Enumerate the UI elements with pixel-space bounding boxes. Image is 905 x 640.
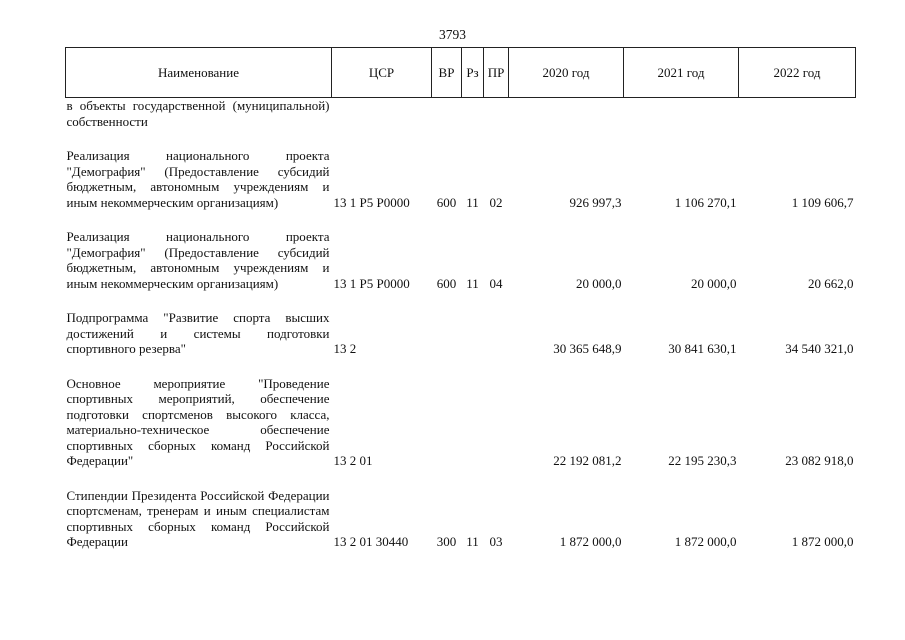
row-2020 — [509, 98, 624, 130]
header-2022: 2022 год — [739, 48, 856, 98]
row-2020: 20 000,0 — [576, 275, 622, 291]
table-header — [66, 48, 856, 98]
row-csr: 13 2 01 30440 — [333, 534, 409, 549]
row-2021: 22 195 230,3 — [668, 453, 737, 468]
row-2020: 22 192 081,2 — [553, 453, 622, 468]
row-vr — [432, 98, 462, 130]
row-name: Реализация национального проекта "Демография" (Предоставление субсидий бюджетным, автономным учреждениям и иным некоммерческим организациям) — [66, 229, 330, 291]
row-2021: 1 872 000,0 — [674, 534, 737, 549]
row-pr — [484, 376, 509, 469]
row-2021 — [624, 98, 739, 130]
header-2020: 2020 год — [509, 48, 624, 98]
budget-table — [65, 47, 856, 550]
row-pr: 02 — [489, 194, 503, 210]
row-rz: 11 — [466, 275, 479, 291]
row-2022: 20 662,0 — [808, 275, 854, 291]
row-rz: 11 — [466, 534, 479, 549]
row-rz — [462, 98, 484, 130]
row-csr: 13 1 P5 P0000 — [333, 194, 410, 210]
row-pr: 03 — [489, 534, 503, 549]
row-2021: 1 106 270,1 — [674, 194, 737, 210]
table-row — [66, 488, 856, 550]
row-csr: 13 1 P5 P0000 — [333, 275, 410, 291]
row-name: Реализация национального проекта "Демография" (Предоставление субсидий бюджетным, автономным учреждениям и иным некоммерческим организациям) — [66, 148, 330, 210]
row-csr: 13 2 01 — [333, 453, 373, 468]
row-2022: 1 109 606,7 — [791, 194, 854, 210]
row-vr: 600 — [436, 194, 457, 210]
row-2022: 34 540 321,0 — [785, 341, 854, 356]
page-number: 3793 — [439, 27, 466, 42]
row-2022: 23 082 918,0 — [785, 453, 854, 468]
row-2022: 1 872 000,0 — [791, 534, 854, 549]
row-rz — [462, 376, 484, 469]
header-2021: 2021 год — [624, 48, 739, 98]
row-rz: 11 — [466, 194, 479, 210]
row-2020: 926 997,3 — [569, 194, 622, 210]
table-row — [66, 148, 856, 210]
row-name: в объекты государственной (муниципальной) собственности — [66, 98, 330, 129]
header-vr: ВР — [432, 48, 462, 98]
header-rz: Рз — [462, 48, 484, 98]
row-vr — [432, 310, 462, 357]
row-rz — [462, 310, 484, 357]
table-row — [66, 376, 856, 469]
row-pr: 04 — [489, 275, 503, 291]
row-name: Стипендии Президента Российской Федерации спортсменам, тренерам и иным специалистам спортивных сборных команд Российской Федерации — [66, 487, 330, 549]
table-row — [66, 98, 856, 130]
row-pr — [484, 310, 509, 357]
row-csr: 13 2 — [333, 341, 357, 356]
row-pr — [484, 98, 509, 130]
row-2021: 30 841 630,1 — [668, 341, 737, 356]
row-2022 — [739, 98, 856, 130]
header-csr: ЦСР — [332, 48, 432, 98]
row-vr — [432, 376, 462, 469]
table-row — [66, 310, 856, 357]
row-csr — [332, 98, 432, 130]
row-2020: 1 872 000,0 — [559, 534, 622, 549]
row-name: Основное мероприятие "Проведение спортивных мероприятий, обеспечение подготовки спортсменов высокого класса, материально-техническое обеспечение спортивных сборных команд Российской Федерации" — [66, 375, 330, 468]
row-vr: 600 — [436, 275, 457, 291]
row-2021: 20 000,0 — [691, 275, 737, 291]
header-pr: ПР — [484, 48, 509, 98]
row-vr: 300 — [436, 534, 457, 549]
row-2020: 30 365 648,9 — [553, 341, 622, 356]
table-row — [66, 229, 856, 291]
header-name: Наименование — [66, 48, 332, 98]
row-name: Подпрограмма "Развитие спорта высших достижений и системы подготовки спортивного резерва" — [66, 310, 330, 356]
